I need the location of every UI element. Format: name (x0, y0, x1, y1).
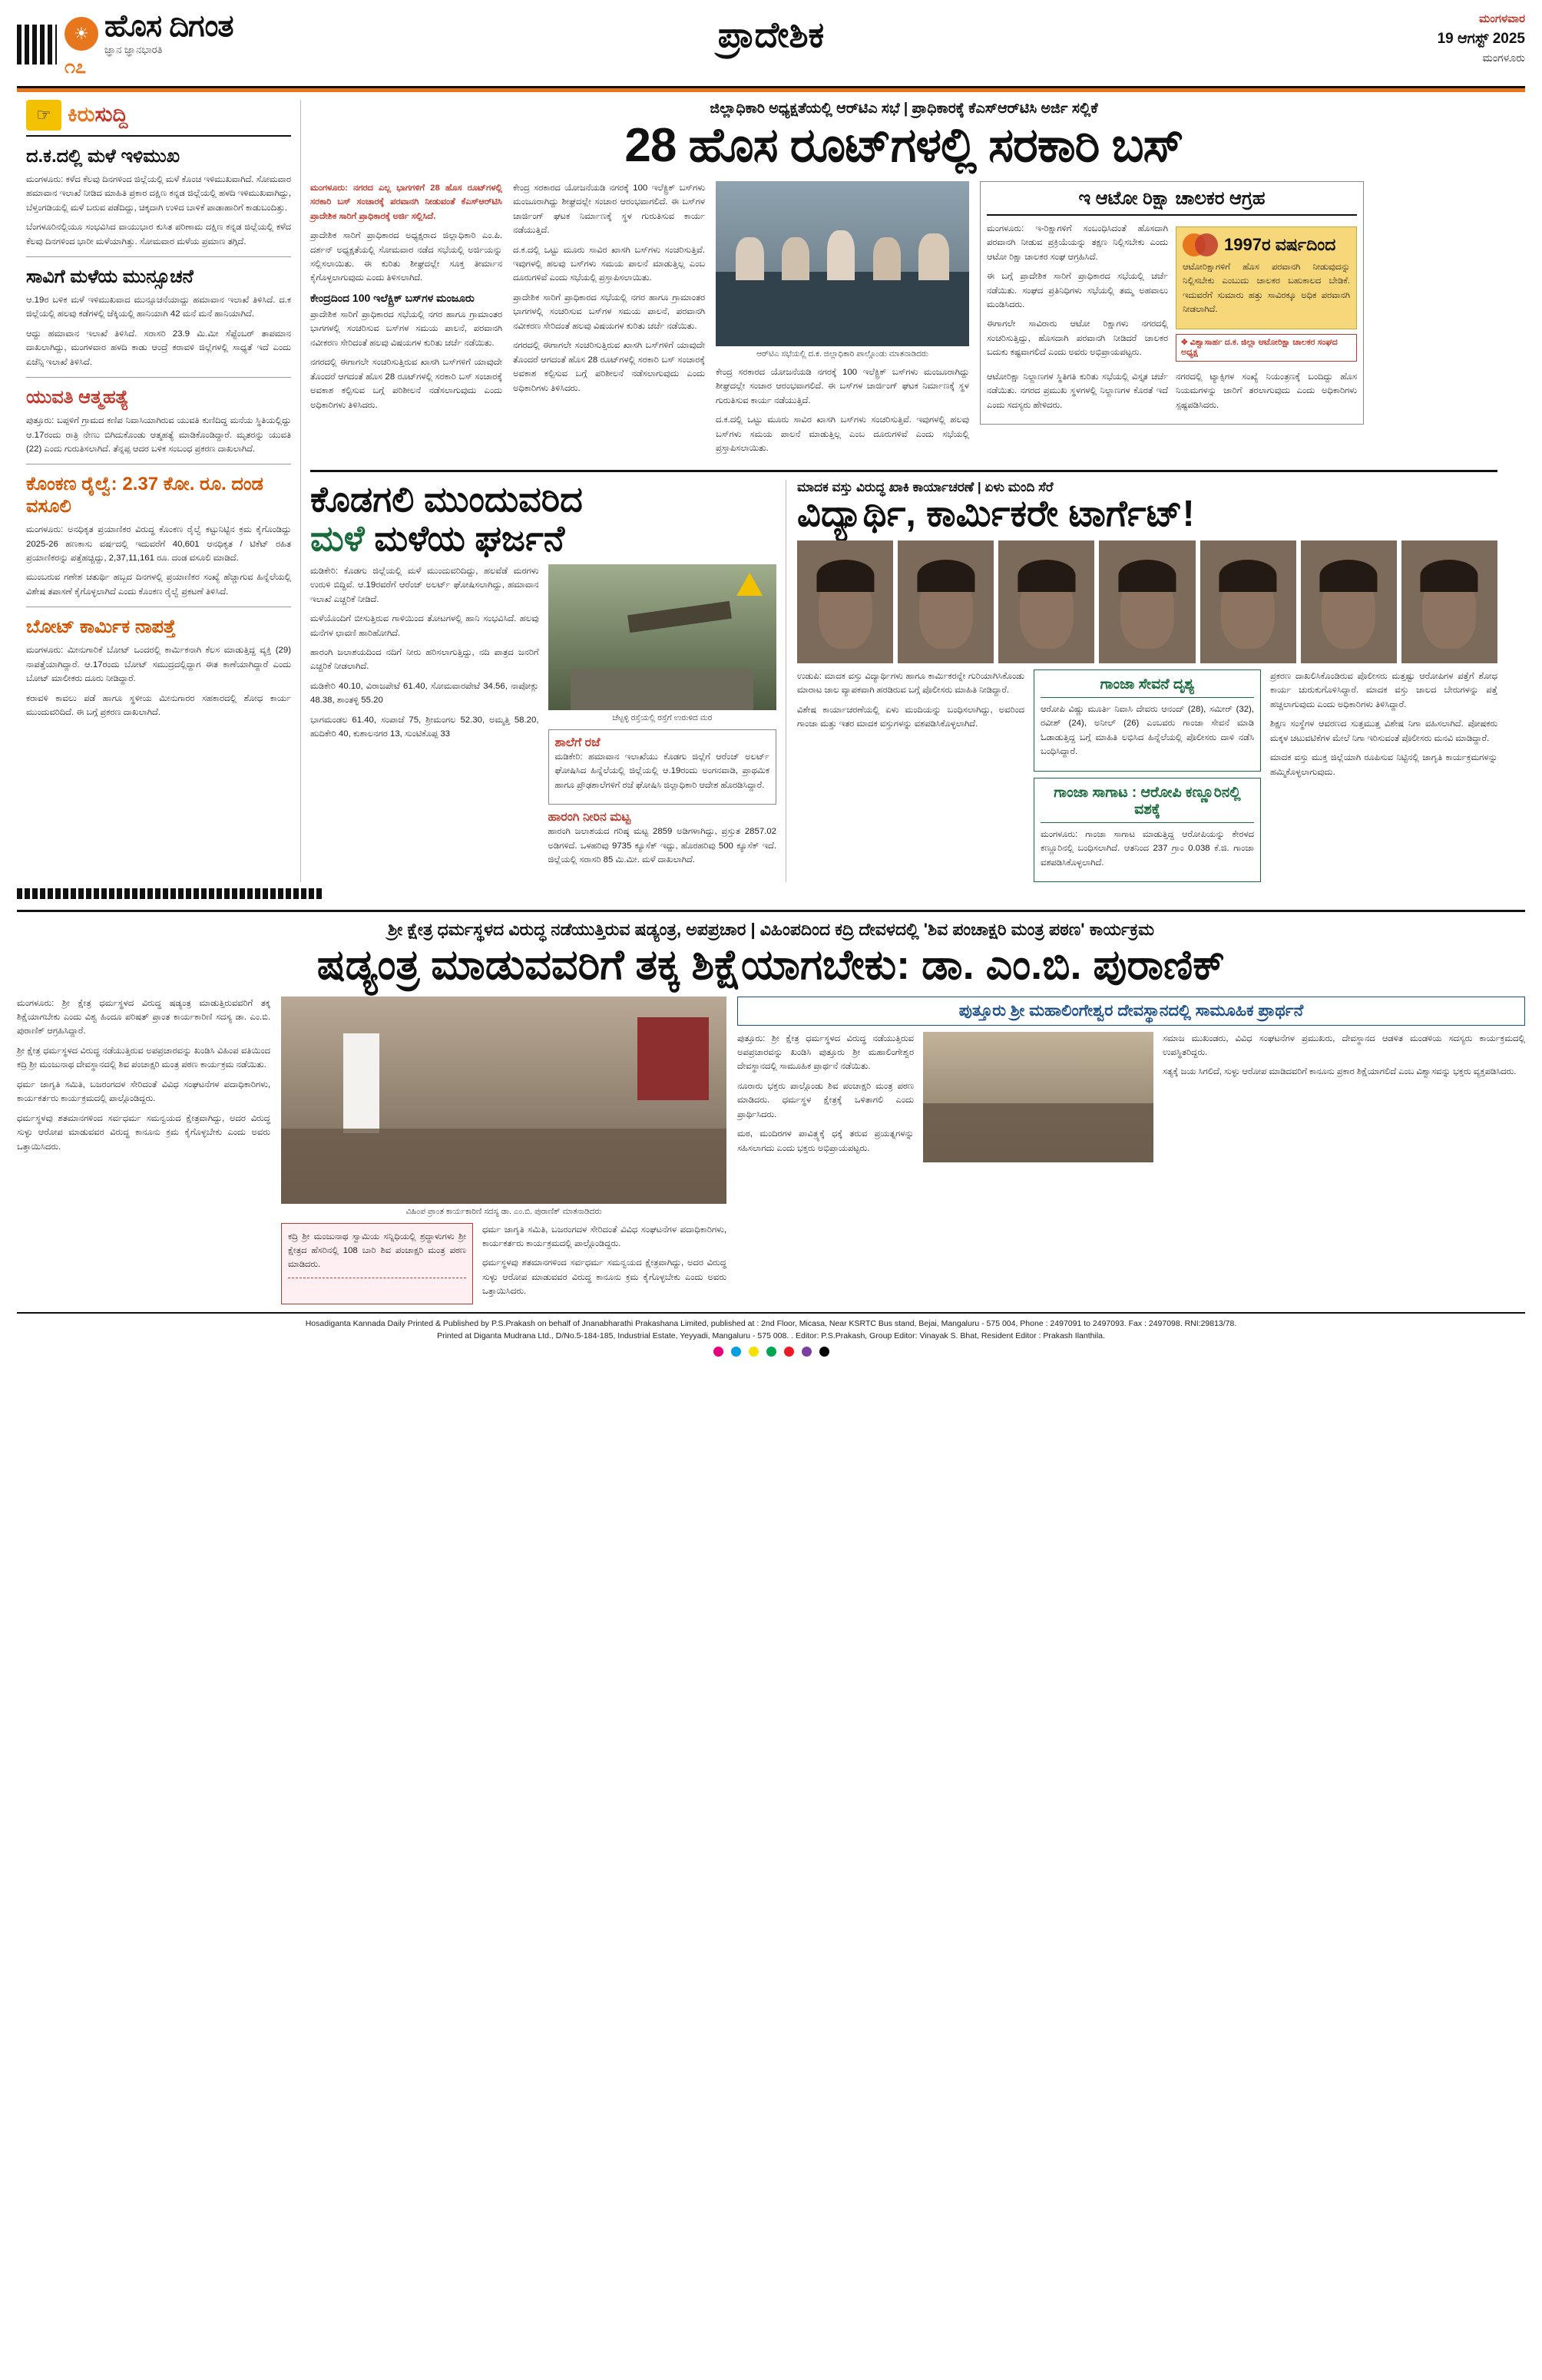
auto-paragraph: ಈಗಾಗಲೇ ಸಾವಿರಾರು ಆಟೋ ರಿಕ್ಷಾಗಳು ನಗರದಲ್ಲಿ ಸಂಚರಿಸುತ್ತಿದ್ದು, ಹೊಸದಾಗಿ ಪರವಾನಗಿ ನೀಡಿದರೆ ಚಾಲಕರ ಬದುಕು ಕಷ್ಟವಾಗಲಿದೆ ಎಂದು ಅವರು ಅಭಿಪ್ರಾಯಪಟ್ಟರು. (987, 319, 1168, 358)
auto-quote-attribution (1176, 334, 1357, 362)
photo-person (873, 237, 901, 280)
brief-item (26, 266, 291, 369)
lead-paragraph: ನಗರದಲ್ಲಿ ಈಗಾಗಲೇ ಸಂಚರಿಸುತ್ತಿರುವ ಖಾಸಗಿ ಬಸ್‌ಗಳಿಗೆ ಯಾವುದೇ ತೊಂದರೆ ಆಗದಂತೆ ಹೊಸ 28 ರೂಟ್‌ಗಳಲ್ಲಿ ಸರಕಾರಿ ಬಸ್ ಸಂಚಾರಕ್ಕೆ ಅವಕಾಶ ಕಲ್ಪಿಸುವ ಬಗ್ಗೆ ಪರಿಶೀಲನೆ ನಡೆಸಲಾಗುವುದು ಎಂದು ಅಧಿಕಾರಿಗಳು ತಿಳಿಸಿದರು. (310, 358, 502, 410)
lead-paragraph (310, 181, 502, 223)
puttur-paragraph: ಪುತ್ತೂರು: ಶ್ರೀ ಕ್ಷೇತ್ರ ಧರ್ಮಸ್ಥಳದ ವಿರುದ್ಧ ನಡೆಯುತ್ತಿರುವ ಅಪಪ್ರಚಾರವನ್ನು ಖಂಡಿಸಿ ಪುತ್ತೂರು ಶ್ರೀ ಮಹಾಲಿಂಗೇಶ್ವರ ದೇವಸ್ಥಾನದಲ್ಲಿ ಸಾಮೂಹಿಕ ಪ್ರಾರ್ಥನೆ ನಡೆಯಿತು. (737, 1033, 914, 1072)
brief-headline: ಕೊಂಕಣ ರೈಲ್ವೆ: 2.37 ಕೋ. ರೂ. ದಂಡ ವಸೂಲಿ (26, 474, 263, 517)
rain-readings: ಮಡಿಕೇರಿ 40.10, ವಿರಾಜಪೇಟೆ 61.40, ಸೋಮವಾರಪೇಟೆ 34.56, ನಾಪೋಕ್ಲು 48.38, ಶಾಂತಳ್ಳಿ 55.20 (310, 681, 539, 706)
drug-paragraph: ಶಿಕ್ಷಣ ಸಂಸ್ಥೆಗಳ ಆವರಣದ ಸುತ್ತಮುತ್ತ ವಿಶೇಷ ನಿಗಾ ವಹಿಸಲಾಗಿದೆ. ಪೋಷಕರು ಮಕ್ಕಳ ಚಟುವಟಿಕೆಗಳ ಮೇಲೆ ನಿಗಾ ಇರಿಸುವಂತೆ ಪೊಲೀಸರು ಮನವಿ ಮಾಡಿದ್ದಾರೆ. (1270, 719, 1497, 743)
bottom-pink-box (281, 1223, 473, 1304)
rain-headline-green: ಮಳೆ (310, 518, 365, 559)
brief-headline: ದ.ಕ.ದಲ್ಲಿ ಮಳೆ ಇಳಿಮುಖ (26, 146, 180, 167)
briefs-column (17, 100, 301, 882)
lead-paragraph: ಕೇಂದ್ರ ಸರಕಾರದ ಯೋಜನೆಯಡಿ ನಗರಕ್ಕೆ 100 ಇಲೆಕ್ಟ್ರಿಕ್ ಬಸ್‌ಗಳು ಮಂಜೂರಾಗಿದ್ದು ಶೀಘ್ರದಲ್ಲೇ ಸಂಚಾರ ಆರಂಭವಾಗಲಿದೆ. ಈ ಬಸ್‌ಗಳ ಚಾರ್ಜಿಂಗ್ ಘಟಕ ನಿರ್ಮಾಣಕ್ಕೆ ಸ್ಥಳ ಗುರುತಿಸುವ ಕಾರ್ಯ ನಡೆಯುತ್ತಿದೆ. (513, 183, 705, 236)
logo-mark-icon (17, 25, 57, 64)
ruler-strip (17, 888, 1525, 899)
briefs-title-part-a: ಕಿರು (68, 103, 95, 126)
brief-headline: ಯುವತಿ ಆತ್ಮಹತ್ಯೆ (26, 387, 129, 408)
photo-speaker (343, 1033, 379, 1133)
bottom-paragraph: ಮಂಗಳೂರು: ಶ್ರೀ ಕ್ಷೇತ್ರ ಧರ್ಮಸ್ಥಳದ ವಿರುದ್ಧ ಷಡ್ಯಂತ್ರ ಮಾಡುತ್ತಿರುವವರಿಗೆ ತಕ್ಕ ಶಿಕ್ಷೆಯಾಗಬೇಕು ಎಂದು ವಿಶ್ವ ಹಿಂದೂ ಪರಿಷತ್ ಪ್ರಾಂತ ಕಾರ್ಯಕಾರಿಣಿ ಸದಸ್ಯ ಡಾ. ಎಂ.ಬಿ. ಪುರಾಣಿಕ್ ಆಗ್ರಹಿಸಿದ್ದಾರೆ. (17, 998, 270, 1036)
lead-photo-caption: ಆರ್‌ಟಿಎ ಸಭೆಯಲ್ಲಿ ದ.ಕ. ಜಿಲ್ಲಾಧಿಕಾರಿ ಪಾಲ್ಗೊಂಡು ಮಾತನಾಡಿದರು (756, 349, 928, 359)
drug-kicker: ಮಾದಕ ವಸ್ತು ವಿರುದ್ಧ ಖಾಕಿ ಕಾರ್ಯಾಚರಣೆ | ಏಳು ಮಂದಿ ಸೆರೆ (797, 480, 1054, 495)
footer-line-1: Hosadiganta Kannada Daily Printed & Published by P.S.Prakash on behalf of Jnanabharathi Prakashana Limited, published at : 2nd Floor, Micasa, Near KSRTC Bus stand, Bejai, Mangaluru - 575 004, Phone : 2497091 to 2497093. Fax : 2497098. RNI:29813/78. (305, 1318, 1237, 1328)
drug-paragraph: ವಿಶೇಷ ಕಾರ್ಯಾಚರಣೆಯಲ್ಲಿ ಏಳು ಮಂದಿಯನ್ನು ಬಂಧಿಸಲಾಗಿದ್ದು, ಅವರಿಂದ ಗಾಂಜಾ ಮತ್ತು ಇತರ ಮಾದಕ ವಸ್ತುಗಳನ್ನು ವಶಪಡಿಸಿಕೊಳ್ಳಲಾಗಿದೆ. (797, 705, 1024, 729)
lead-paragraph: ನಗರದಲ್ಲಿ ಈಗಾಗಲೇ ಸಂಚರಿಸುತ್ತಿರುವ ಖಾಸಗಿ ಬಸ್‌ಗಳಿಗೆ ಯಾವುದೇ ತೊಂದರೆ ಆಗದಂತೆ ಹೊಸ 28 ರೂಟ್‌ಗಳಲ್ಲಿ ಸರಕಾರಿ ಬಸ್ ಸಂಚಾರಕ್ಕೆ ಅವಕಾಶ ಕಲ್ಪಿಸುವ ಬಗ್ಗೆ ಪರಿಶೀಲನೆ ನಡೆಸಲಾಗುವುದು ಎಂದು ಅಧಿಕಾರಿಗಳು ತಿಳಿಸಿದರು. (513, 341, 705, 393)
puttur-photo-col (923, 1032, 1153, 1162)
drug-green-col (1034, 669, 1261, 882)
divider (26, 256, 291, 257)
briefs-header (26, 100, 291, 137)
bottom-body (17, 997, 1525, 1304)
mugshot (1099, 540, 1195, 663)
photo-table (716, 272, 969, 346)
brief-paragraph: ಮಂಗಳೂರು: ಅನಧಿಕೃತ ಪ್ರಯಾಣಿಕರ ವಿರುದ್ಧ ಕೊಂಕಣ ರೈಲ್ವೆ ಕಟ್ಟುನಿಟ್ಟಿನ ಕ್ರಮ ಕೈಗೊಂಡಿದ್ದು 2025-26 ಹಣಕಾಸು ವರ್ಷದಲ್ಲಿ ಇದುವರೆಗೆ 40,601 ಆನಧಿಕೃತ / ಟಿಕೆಟ್ ರಹಿತ ಪ್ರಯಾಣಿಕರನ್ನು ಪತ್ತೆಹಚ್ಚಿದ್ದು, 2,37,11,161 ರೂ. ದಂಡ ವಸೂಲಿ ಮಾಡಿದೆ. (26, 525, 291, 564)
photo-crowd (923, 1103, 1153, 1162)
puttur-box-title: ಪುತ್ತೂರು ಶ್ರೀ ಮಹಾಲಿಂಗೇಶ್ವರ ದೇವಸ್ಥಾನದಲ್ಲಿ ಸಾಮೂಹಿಕ ಪ್ರಾರ್ಥನೆ (737, 997, 1525, 1026)
lead-paragraph: ಪ್ರಾದೇಶಿಕ ಸಾರಿಗೆ ಪ್ರಾಧಿಕಾರದ ಸಭೆಯಲ್ಲಿ ನಗರ ಹಾಗೂ ಗ್ರಾಮಾಂತರ ಭಾಗಗಳಲ್ಲಿ ಸಂಚರಿಸುವ ಬಸ್‌ಗಳ ಸಮಯ ಪಾಲನೆ, ಪರವಾನಗಿ ನವೀಕರಣ ಸೇರಿದಂತೆ ಹಲವು ವಿಷಯಗಳ ಕುರಿತು ಚರ್ಚೆ ನಡೆಯಿತು. (310, 309, 502, 348)
lead-subhead: ಕೇಂದ್ರದಿಂದ 100 ಇಲೆಕ್ಟ್ರಿಕ್ ಬಸ್‌ಗಳ ಮಂಜೂರು (310, 291, 475, 304)
drug-headline: ವಿದ್ಯಾರ್ಥಿ, ಕಾರ್ಮಿಕರೇ ಟಾರ್ಗೆಟ್! (797, 494, 1195, 535)
drug-right-col (1270, 669, 1497, 882)
lead-kicker: ಜಿಲ್ಲಾಧಿಕಾರಿ ಅಧ್ಯಕ್ಷತೆಯಲ್ಲಿ ಆರ್‌ಟಿಎ ಸಭೆ | ಪ್ರಾಧಿಕಾರಕ್ಕೆ ಕೆಎಸ್‌ಆರ್‌ಟಿಸಿ ಅರ್ಜಿ ಸಲ್ಲಿಕೆ (710, 101, 1098, 117)
lead-text-col-1 (310, 181, 502, 461)
page-body (17, 100, 1525, 882)
brief-paragraph: ಆ.19ರ ಬಳಿಕ ಮಳೆ ಇಳಿಮುಖವಾದ ಮುನ್ಸೂಚನೆಯಾದ್ದು ಹಮಾವಾನ ಇಲಾಖೆ ತಿಳಿಸಿದೆ. ದ.ಕ ಜಿಲ್ಲೆಯಲ್ಲಿ ಹಲವು ಕಡೆಗಳಲ್ಲಿ ಜೆಕ್ಕಿಯಲ್ಲಿ ಹಾನಿಯಾಗಿ 42 ಮನೆ ಮನೆ ಹಾನಿಯಾಗಿದೆ. (26, 295, 291, 319)
auto-box-frame (980, 181, 1364, 425)
bottom-headline: ಷಡ್ಯಂತ್ರ ಮಾಡುವವರಿಗೆ ತಕ್ಕ ಶಿಕ್ಷೆಯಾಗಬೇಕು: ಡಾ. ಎಂ.ಬಿ. ಪುರಾಣಿಕ್ (316, 942, 1226, 989)
auto-paragraph: ನಗರದಲ್ಲಿ ಟ್ಯಾಕ್ಸಿಗಳ ಸಂಖ್ಯೆ ನಿಯಂತ್ರಣಕ್ಕೆ ಬಂದಿದ್ದು ಹೊಸ ನಿಯಮಗಳನ್ನು ಜಾರಿಗೆ ತರಲಾಗುವುದು ಎಂದು ಅಧಿಕಾರಿಗಳು ಸ್ಪಷ್ಟಪಡಿಸಿದರು. (1176, 372, 1357, 410)
bottom-col-1 (17, 997, 270, 1304)
lead-paragraph: ಪ್ರಾದೇಶಿಕ ಸಾರಿಗೆ ಪ್ರಾಧಿಕಾರದ ಅಧ್ಯಕ್ಷರಾದ ಜಿಲ್ಲಾಧಿಕಾರಿ ಎಂ.ಪಿ. ದರ್ಶನ್ ಅಧ್ಯಕ್ಷತೆಯಲ್ಲಿ ಸೋಮವಾರ ನಡೆದ ಸಭೆಯಲ್ಲಿ ಅರ್ಜಿಯನ್ನು ಸಲ್ಲಿಸಲಾಯಿತು. ಈ ಕುರಿತು ಶೀಘ್ರದಲ್ಲೇ ಸೂಕ್ತ ತೀರ್ಮಾನ ಕೈಗೊಳ್ಳಲಾಗುವುದು ಎಂದು ತಿಳಿಸಲಾಗಿದೆ. (310, 231, 502, 283)
photo-person (918, 233, 949, 279)
auto-year: 1997ರ ವರ್ಷದಿಂದ (1224, 234, 1336, 254)
brand-circles-icon (1183, 233, 1218, 256)
second-section (310, 470, 1497, 472)
lead-body (310, 181, 1497, 461)
photo-person (827, 230, 855, 280)
edition-city: ಮಂಗಳೂರು (1482, 51, 1525, 64)
publication-logo (17, 11, 233, 78)
mugshot (1200, 540, 1296, 663)
rain-headline-2 (310, 519, 776, 558)
mugshot (898, 540, 994, 663)
masthead-date-block (1438, 11, 1525, 66)
drug-paragraph: ಪ್ರಕರಣ ದಾಖಲಿಸಿಕೊಂಡಿರುವ ಪೊಲೀಸರು ಮತ್ತಷ್ಟು ಆರೋಪಿಗಳ ಪತ್ತೆಗೆ ಶೋಧ ಕಾರ್ಯ ಚುರುಕುಗೊಳಿಸಿದ್ದಾರೆ. ಮಾದಕ ವಸ್ತು ಜಾಲದ ಬೇರುಗಳನ್ನು ಪತ್ತೆ ಹಚ್ಚಲಾಗುವುದು ಎಂದು ಅಧಿಕಾರಿಗಳು ತಿಳಿಸಿದ್ದಾರೆ. (1270, 671, 1497, 709)
briefs-title (68, 103, 127, 127)
bottom-paragraph: ಸಮಾಜ ಮುಖಂಡರು, ವಿವಿಧ ಸಂಘಟನೆಗಳ ಪ್ರಮುಖರು, ದೇವಸ್ಥಾನದ ಆಡಳಿತ ಮಂಡಳಿಯ ಸದಸ್ಯರು ಕಾರ್ಯಕ್ರಮದಲ್ಲಿ ಉಪಸ್ಥಿತರಿದ್ದರು. (1163, 1033, 1525, 1057)
lead-story (310, 100, 1497, 461)
weekday: ಮಂಗಳವಾರ (1478, 12, 1525, 25)
mugshot-row (797, 540, 1497, 663)
lead-text-col-2 (513, 181, 705, 461)
ganja-box (1034, 669, 1261, 772)
brief-headline: ಸಾವಿಗೆ ಮಳೆಯ ಮುನ್ಸೂಚನೆ (26, 266, 194, 288)
mugshot (1401, 540, 1497, 663)
pointing-hand-icon: ☞ (26, 100, 61, 131)
rain-story (310, 480, 786, 882)
lead-paragraph: ದ.ಕ.ದಲ್ಲಿ ಒಟ್ಟು ಮೂರು ಸಾವಿರ ಖಾಸಗಿ ಬಸ್‌ಗಳು ಸಂಚರಿಸುತ್ತಿವೆ. ಇವುಗಳಲ್ಲಿ ಹಲವು ಬಸ್‌ಗಳು ಸಮಯ ಪಾಲನೆ ಮಾಡುತ್ತಿಲ್ಲ ಎಂಬ ದೂರುಗಳಿವೆ ಎಂದು ಸಭೆಯಲ್ಲಿ ಪ್ರಸ್ತಾಪಿಸಲಾಯಿತು. (716, 415, 969, 453)
bottom-paragraph: ಸತ್ಯಕ್ಕೆ ಜಯ ಸಿಗಲಿದೆ, ಸುಳ್ಳು ಆರೋಪ ಮಾಡಿದವರಿಗೆ ಕಾನೂನು ಪ್ರಕಾರ ಶಿಕ್ಷೆಯಾಗಲಿದೆ ಎಂಬ ವಿಶ್ವಾಸವನ್ನು ಭಕ್ತರು ವ್ಯಕ್ತಪಡಿಸಿದರು. (1163, 1067, 1517, 1077)
bottom-paragraph: ಧರ್ಮಸ್ಥಳವು ಶತಮಾನಗಳಿಂದ ಸರ್ವಧರ್ಮ ಸಮನ್ವಯದ ಕ್ಷೇತ್ರವಾಗಿದ್ದು, ಅದರ ವಿರುದ್ಧ ಸುಳ್ಳು ಆರೋಪ ಮಾಡುವವರ ವಿರುದ್ಧ ಕಾನೂನು ಕ್ರಮ ಕೈಗೊಳ್ಳಬೇಕು ಎಂದು ಅವರು ಒತ್ತಾಯಿಸಿದರು. (482, 1258, 726, 1297)
page-footer (17, 1312, 1525, 1357)
brief-paragraph: ಕರಾವಳಿ ಕಾವಲು ಪಡೆ ಹಾಗೂ ಸ್ಥಳೀಯ ಮೀನುಗಾರರ ಸಹಕಾರದಲ್ಲಿ ಶೋಧ ಕಾರ್ಯ ಮುಂದುವರಿದಿದೆ. ಈ ಬಗ್ಗೆ ಪ್ರಕರಣ ದಾಖಲಾಗಿದೆ. (26, 693, 291, 718)
brief-paragraph: ಮಂಗಳೂರು: ಮೀನುಗಾರಿಕೆ ಬೋಟ್ ಒಂದರಲ್ಲಿ ಕಾರ್ಮಿಕನಾಗಿ ಕೆಲಸ ಮಾಡುತ್ತಿದ್ದ ವ್ಯಕ್ತಿ (29) ನಾಪತ್ತೆಯಾಗಿದ್ದಾರೆ. ಆ.17ರಂದು ಬೋಟ್ ಸಮುದ್ರದಲ್ಲಿದ್ದಾಗ ಈತ ಕಾಣೆಯಾಗಿದ್ದಾರೆ ಎಂದು ಬೋಟ್ ಮಾಲೀಕರು ದೂರು ನೀಡಿದ್ದಾರೆ. (26, 646, 291, 684)
brief-paragraph: ಮುಂಬರುವ ಗಣೇಶ ಚತುರ್ಥಿ ಹಬ್ಬದ ದಿನಗಳಲ್ಲಿ ಪ್ರಯಾಣಿಕರ ಸಂಖ್ಯೆ ಹೆಚ್ಚಾಗುವ ಹಿನ್ನೆಲೆಯಲ್ಲಿ ವಿಶೇಷ ತಪಾಸಣೆ ಕೈಗೊಳ್ಳಲಾಗಿದೆ ಎಂದು ಕೊಂಕಣ ರೈಲ್ವೆ ಪ್ರಕಟಣೆ ತಿಳಿಸಿದೆ. (26, 573, 291, 597)
rain-paragraph: ಮಳೆಯೊಂದಿಗೆ ಬೀಸುತ್ತಿರುವ ಗಾಳಿಯಿಂದ ತೋಟಗಳಲ್ಲಿ ಹಾನಿ ಸಂಭವಿಸಿದೆ. ಹಲವು ಮನೆಗಳ ಛಾವಣಿ ಹಾರಿಹೋಗಿದೆ. (310, 614, 539, 638)
drug-paragraph: ಮಾದಕ ವಸ್ತು ಮುಕ್ತ ಜಿಲ್ಲೆಯಾಗಿ ರೂಪಿಸುವ ನಿಟ್ಟಿನಲ್ಲಿ ಜಾಗೃತಿ ಕಾರ್ಯಕ್ರಮಗಳನ್ನು ಹಮ್ಮಿಕೊಳ್ಳಲಾಗುವುದು. (1270, 753, 1497, 777)
second-section-body (310, 480, 1497, 882)
lead-headline: 28 ಹೊಸ ರೂಟ್‌ಗಳಲ್ಲಿ ಸರಕಾರಿ ಬಸ್ (624, 118, 1183, 172)
bottom-right-col (1163, 1032, 1525, 1162)
quote-icon: ❖ (1181, 337, 1188, 347)
lead-paragraph: ಕೇಂದ್ರ ಸರಕಾರದ ಯೋಜನೆಯಡಿ ನಗರಕ್ಕೆ 100 ಇಲೆಕ್ಟ್ರಿಕ್ ಬಸ್‌ಗಳು ಮಂಜೂರಾಗಿದ್ದು ಶೀಘ್ರದಲ್ಲೇ ಸಂಚಾರ ಆರಂಭವಾಗಲಿದೆ. ಈ ಬಸ್‌ಗಳ ಚಾರ್ಜಿಂಗ್ ಘಟಕ ನಿರ್ಮಾಣಕ್ಕೆ ಸ್ಥಳ ಗುರುತಿಸುವ ಕಾರ್ಯ ನಡೆಯುತ್ತಿದೆ. (716, 367, 969, 405)
ganja-box-text: ಆರೋಪಿ ವಿಷ್ಣು ಮೂರ್ತಿ ನಿವಾಸಿ ದೇವರು ಆನಂದ್ (28), ಸಮೀರ್ (32), ರವೀಶ್ (24), ಅನೀಲ್ (26) ಎಂಬವರು ಗಾಂಜಾ ಸೇವನೆ ಮಾಡಿ ಓಡಾಡುತ್ತಿದ್ದ ಬಗ್ಗೆ ಮಾಹಿತಿ ಲಭಿಸಿದ ಹಿನ್ನೆಲೆಯಲ್ಲಿ ಪೊಲೀಸರು ದಾಳಿ ನಡೆಸಿ ಬಂಧಿಸಿದ್ದಾರೆ. (1041, 704, 1254, 757)
puttur-paragraph: ಮಠ, ಮಂದಿರಗಳ ಪಾವಿತ್ರ್ಯಕ್ಕೆ ಧಕ್ಕೆ ತರುವ ಪ್ರಯತ್ನಗಳನ್ನು ಸಹಿಸಲಾಗದು ಎಂದು ಭಕ್ತರು ಅಭಿಪ್ರಾಯಪಟ್ಟರು. (737, 1129, 914, 1153)
page-title: ಪ್ರಾದೇಶಿಕ (717, 15, 825, 55)
bottom-photo (281, 997, 726, 1204)
mugshot (998, 540, 1094, 663)
rain-paragraph: ಹಾರಂಗಿ ಜಲಾಶಯದಿಂದ ನದಿಗೆ ನೀರು ಹರಿಸಲಾಗುತ್ತಿದ್ದು, ನದಿ ಪಾತ್ರದ ಜನರಿಗೆ ಎಚ್ಚರಿಕೆ ನೀಡಲಾಗಿದೆ. (310, 647, 539, 672)
bottom-blue-col (737, 997, 1525, 1304)
publication-subtitle: ಜ್ಞಾನ ಜ್ಞಾನಭಾರತಿ (104, 44, 163, 55)
brief-headline: ಬೋಟ್ ಕಾರ್ಮಿಕ ನಾಪತ್ತೆ (26, 616, 176, 638)
mugshot (797, 540, 893, 663)
brief-item (26, 146, 291, 249)
rain-headline-1: ಕೊಡಗಲಿ ಮುಂದುವರಿದ (310, 479, 583, 520)
auto-rickshaw-box (980, 181, 1364, 461)
puttur-text-col (737, 1032, 914, 1162)
school-box-title: ಶಾಲೆಗೆ ರಜೆ (554, 735, 601, 749)
bottom-paragraph: ಶ್ರೀ ಕ್ಷೇತ್ರ ಧರ್ಮಸ್ಥಳದ ವಿರುದ್ಧ ನಡೆಯುತ್ತಿರುವ ಅಪಪ್ರಚಾರವನ್ನು ಖಂಡಿಸಿ ವಿಹಿಂಪ ವತಿಯಿಂದ ಕದ್ರಿ ಶ್ರೀ ಮಂಜುನಾಥ ದೇವಸ್ಥಾನದಲ್ಲಿ ಶಿವ ಪಂಚಾಕ್ಷರಿ ಮಂತ್ರ ಪಠಣ ಕಾರ್ಯಕ್ರಮ ನಡೆಯಿತು. (17, 1046, 270, 1070)
photo-road (571, 669, 753, 709)
bottom-photo-col (281, 997, 726, 1304)
brief-item (26, 474, 291, 599)
auto-highlight-text: ಆಟೋರಿಕ್ಷಾಗಳಿಗೆ ಹೊಸ ಪರವಾನಗಿ ನೀಡುವುದನ್ನು ನಿಲ್ಲಿಸಬೇಕು ಎಂಬುದು ಚಾಲಕರ ಬಹುಕಾಲದ ಬೇಡಿಕೆ. ಇದುವರೆಗೆ ಸುಮಾರು ಹತ್ತು ಸಾವಿರಕ್ಕೂ ಅಧಿಕ ಪರವಾನಗಿ ನೀಡಲಾಗಿದೆ. (1183, 262, 1350, 315)
photo-banner (637, 1017, 709, 1100)
ganja-transport-title: ಗಾಂಜಾ ಸಾಗಾಟ : ಆರೋಪಿ ಕಣ್ಣೂರಿನಲ್ಲಿ ವಶಕ್ಕೆ (1041, 785, 1254, 823)
drug-text-col (797, 669, 1024, 882)
puttur-photo (923, 1032, 1153, 1162)
dateline: ಮಂಗಳೂರು: ನಗರದ ಎಲ್ಲ ಭಾಗಗಳಿಗೆ 28 ಹೊಸ ರೂಟ್‌ಗಳಲ್ಲಿ ಸರಕಾರಿ ಬಸ್ ಸಂಚಾರಕ್ಕೆ ಪರವಾನಗಿ ನೀಡುವಂತೆ ಕೆಎಸ್‌ಆರ್‌ಟಿಸಿ ಪ್ರಾದೇಶಿಕ ಸಾರಿಗೆ ಪ್ರಾಧಿಕಾರಕ್ಕೆ ಅರ್ಜಿ ಸಲ್ಲಿಸಿದೆ. (310, 183, 502, 221)
brief-item (26, 616, 291, 719)
bottom-story (17, 910, 1525, 1304)
attribution-text: ವಿಶ್ವಾಸಾರ್ಹ ದ.ಕ. ಜಿಲ್ಲಾ ಆಟೋರಿಕ್ಷಾ ಚಾಲಕರ ಸಂಘದ ಅಧ್ಯಕ್ಷ (1181, 337, 1338, 357)
bottom-paragraph: ಧರ್ಮ ಜಾಗೃತಿ ಸಮಿತಿ, ಬಜರಂಗದಳ ಸೇರಿದಂತೆ ವಿವಿಧ ಸಂಘಟನೆಗಳ ಪದಾಧಿಕಾರಿಗಳು, ಕಾರ್ಯಕರ್ತರು ಕಾರ್ಯಕ್ರಮದಲ್ಲಿ ಪಾಲ್ಗೊಂಡಿದ್ದರು. (17, 1079, 270, 1104)
publication-title: ಹೊಸ ದಿಗಂತ (104, 9, 233, 43)
bottom-kicker: ಶ್ರೀ ಕ್ಷೇತ್ರ ಧರ್ಮಸ್ಥಳದ ವಿರುದ್ಧ ನಡೆಯುತ್ತಿರುವ ಷಡ್ಯಂತ್ರ, ಅಪಪ್ರಚಾರ | ವಿಹಿಂಪದಿಂದ ಕದ್ರಿ ದೇವಳದಲ್ಲಿ 'ಶಿವ ಪಂಚಾಕ್ಷರಿ ಮಂತ್ರ ಪಠಣ' ಕಾರ್ಯಕ್ರಮ (387, 920, 1155, 940)
brief-paragraph: ಬೆಂಗಳೂರಿನಲ್ಲಿಯೂ ಸಂಭವಿಸಿದ ವಾಯುಭಾರ ಕುಸಿತ ಪರಿಣಾಮ ದಕ್ಷಿಣ ಕನ್ನಡ ಜಿಲ್ಲೆಯಲ್ಲಿ ಕಳೆದ ಕೆಲವು ದಿನಗಳಿಂದ ಭಾರೀ ಮಳೆಯಾಗಿತ್ತು. ಸೋಮವಾರ ಮಳೆಯ ಪ್ರಮಾಣ ತಗ್ಗಿದೆ. (26, 223, 291, 246)
rain-photo-caption: ಚೆಟ್ಟಳ್ಳಿ ರಸ್ತೆಯಲ್ಲಿ ರಸ್ತೆಗೆ ಉರುಳಿದ ಮರ (612, 712, 713, 722)
color-registration-marks (17, 1347, 1525, 1357)
auto-highlight-box (1176, 226, 1357, 329)
rain-paragraph: ಮಡಿಕೇರಿ: ಕೊಡಗು ಜಿಲ್ಲೆಯಲ್ಲಿ ಮಳೆ ಮುಂದುವರಿದಿದ್ದು, ಹಲವೆಡೆ ಮರಗಳು ಉರುಳಿ ಬಿದ್ದಿವೆ. ಆ.19ರವರೆಗೆ ಆರೆಂಜ್ ಅಲರ್ಟ್ ಘೋಷಿಸಲಾಗಿದ್ದು, ಹಮಾವಾನ ಇಲಾಖೆ ಎಚ್ಚರಿಕೆ ನೀಡಿದೆ. (310, 566, 539, 604)
bottom-photo-caption: ವಿಹಿಂಪ ಪ್ರಾಂತ ಕಾರ್ಯಕಾರಿಣಿ ಸದಸ್ಯ ಡಾ. ಎಂ.ಬಿ. ಪುರಾಣಿಕ್ ಮಾತನಾಡಿದರು (405, 1206, 602, 1216)
auto-paragraph: ಆಟೋರಿಕ್ಷಾ ನಿಲ್ದಾಣಗಳ ಸ್ಥಿತಿಗತಿ ಕುರಿತು ಸಭೆಯಲ್ಲಿ ವಿಸ್ತೃತ ಚರ್ಚೆ ನಡೆಯಿತು. ನಗರದ ಪ್ರಮುಖ ಸ್ಥಳಗಳಲ್ಲಿ ನಿಲ್ದಾಣಗಳ ಕೊರತೆ ಇದೆ ಎಂದು ಸದಸ್ಯರು ಹೇಳಿದರು. (987, 372, 1168, 410)
photo-person (736, 237, 763, 280)
bottom-paragraph: ಧರ್ಮ ಜಾಗೃತಿ ಸಮಿತಿ, ಬಜರಂಗದಳ ಸೇರಿದಂತೆ ವಿವಿಧ ಸಂಘಟನೆಗಳ ಪದಾಧಿಕಾರಿಗಳು, ಕಾರ್ಯಕರ್ತರು ಕಾರ್ಯಕ್ರಮದಲ್ಲಿ ಪಾಲ್ಗೊಂಡಿದ್ದರು. (482, 1225, 726, 1248)
brief-paragraph: ಆದ್ದು ಹಮಾವಾನ ಇಲಾಖೆ ತಿಳಿಸಿದೆ. ಸರಾಸರಿ 23.9 ಮಿ.ಮೀ ಸೆಪ್ಟೆಂಬರ್ ತಾಪಮಾನ ದಾಖಲಾಗಿದ್ದು, ಮಂಗಳವಾರ ಹಳದಿ ಕಾಡು ಆಂದ್ರೆ ಕರಾವಳಿ ಜಿಲ್ಲೆಗಳಲ್ಲಿ ಸಾಧ್ಯತೆ ಇದೆ ಎಂದು ಏಜೆನ್ಸಿ ಇಲಾಖೆ ತಿಳಿಸಿದೆ. (26, 329, 291, 367)
rain-headline-rest: ಮಳೆಯ ಘರ್ಜನೆ (374, 518, 565, 559)
photo-person (782, 237, 809, 280)
ganja-transport-box (1034, 778, 1261, 882)
ganja-transport-text: ಮಂಗಳೂರು: ಗಾಂಜಾ ಸಾಗಾಟ ಮಾಡುತ್ತಿದ್ದ ಆರೋಪಿಯನ್ನು ಕೇರಳದ ಕಣ್ಣೂರಿನಲ್ಲಿ ಬಂಧಿಸಲಾಗಿದೆ. ಆತನಿಂದ 237 ಗ್ರಾಂ 0.038 ಕೆ.ಜಿ. ಗಾಂಜಾ ವಶಪಡಿಸಿಕೊಳ್ಳಲಾಗಿದೆ. (1041, 829, 1254, 868)
reservoir-text: ಹಾರಂಗಿ ಜಲಾಶಯದ ಗರಿಷ್ಠ ಮಟ್ಟ 2859 ಅಡಿಗಳಾಗಿದ್ದು, ಪ್ರಸ್ತುತ 2857.02 ಅಡಿಗಳಿದೆ. ಒಳಹರಿವು 9735 ಕ್ಯೂಸೆಕ್ ಇದ್ದು, ಹೊರಹರಿವು 500 ಕ್ಯೂಸೆಕ್ ಇದೆ. ಜಿಲ್ಲೆಯಲ್ಲಿ ಸರಾಸರಿ 85 ಮಿ.ಮೀ. ಮಳೆ ದಾಖಲಾಗಿದೆ. (548, 827, 776, 864)
auto-paragraph: ಮಂಗಳೂರು: ಇ-ರಿಕ್ಷಾಗಳಿಗೆ ಸಂಬಂಧಿಸಿದಂತೆ ಹೊಸದಾಗಿ ಪರವಾನಗಿ ನೀಡುವ ಪ್ರಕ್ರಿಯೆಯನ್ನು ತಕ್ಷಣ ನಿಲ್ಲಿಸಬೇಕು ಎಂದು ಆಟೋ ರಿಕ್ಷಾ ಚಾಲಕರ ಸಂಘ ಆಗ್ರಹಿಸಿದೆ. (987, 223, 1168, 262)
logo-emblem-icon: ☀ (65, 17, 98, 51)
photo-crowd (281, 1129, 726, 1203)
issue-date: 19 ಆಗಸ್ಟ್ 2025 (1437, 30, 1525, 47)
lead-paragraph: ದ.ಕ.ದಲ್ಲಿ ಒಟ್ಟು ಮೂರು ಸಾವಿರ ಖಾಸಗಿ ಬಸ್‌ಗಳು ಸಂಚರಿಸುತ್ತಿವೆ. ಇವುಗಳಲ್ಲಿ ಹಲವು ಬಸ್‌ಗಳು ಸಮಯ ಪಾಲನೆ ಮಾಡುತ್ತಿಲ್ಲ ಎಂಬ ದೂರುಗಳಿವೆ ಎಂದು ಸಭೆಯಲ್ಲಿ ಪ್ರಸ್ತಾಪಿಸಲಾಯಿತು. (513, 245, 705, 283)
briefs-title-part-b: ಸುದ್ದಿ (94, 103, 128, 126)
masthead (17, 0, 1525, 88)
pink-box-text: ಕದ್ರಿ ಶ್ರೀ ಮಂಜುನಾಥ ಸ್ವಾಮಿಯ ಸನ್ನಿಧಿಯಲ್ಲಿ ಶ್ರದ್ಧಾಳುಗಳು ಶ್ರೀ ಕ್ಷೇತ್ರದ ಹೆಸರಿನಲ್ಲಿ 108 ಬಾರಿ ಶಿವ ಪಂಚಾಕ್ಷರಿ ಮಂತ್ರ ಪಠಣ ಮಾಡಿದರು. (288, 1231, 466, 1270)
masthead-rule (17, 88, 1525, 92)
lead-photo-col (716, 181, 969, 461)
section-title-wrap (718, 14, 824, 57)
puttur-paragraph: ನೂರಾರು ಭಕ್ತರು ಪಾಲ್ಗೊಂಡು ಶಿವ ಪಂಚಾಕ್ಷರಿ ಮಂತ್ರ ಪಠಣ ಮಾಡಿದರು. ಧರ್ಮಸ್ಥಳ ಕ್ಷೇತ್ರಕ್ಕೆ ಒಳಿತಾಗಲಿ ಎಂದು ಪ್ರಾರ್ಥಿಸಿದರು. (737, 1081, 914, 1119)
school-holiday-box (548, 729, 777, 805)
school-box-text: ಮಡಿಕೇರಿ: ಹಮಾವಾನ ಇಲಾಖೆಯು ಕೊಡಗು ಜಿಲ್ಲೆಗೆ ಆರೆಂಜ್ ಅಲರ್ಟ್ ಘೋಷಿಸಿದ ಹಿನ್ನೆಲೆಯಲ್ಲಿ ಜಿಲ್ಲೆಯಲ್ಲಿ ಆ.19ರಂದು ಅಂಗನವಾಡಿ, ಪ್ರಾಥಮಿಕ ಹಾಗೂ ಪ್ರೌಢಶಾಲೆಗಳಿಗೆ ರಜೆ ಘೋಷಿಸಿ ಜಿಲ್ಲಾಧಿಕಾರಿ ಆದೇಶ ಹೊರಡಿಸಿದ್ದಾರೆ. (554, 752, 769, 790)
lead-paragraph: ಪ್ರಾದೇಶಿಕ ಸಾರಿಗೆ ಪ್ರಾಧಿಕಾರದ ಸಭೆಯಲ್ಲಿ ನಗರ ಹಾಗೂ ಗ್ರಾಮಾಂತರ ಭಾಗಗಳಲ್ಲಿ ಸಂಚರಿಸುವ ಬಸ್‌ಗಳ ಸಮಯ ಪಾಲನೆ, ಪರವಾನಗಿ ನವೀಕರಣ ಸೇರಿದಂತೆ ಹಲವು ವಿಷಯಗಳ ಕುರಿತು ಚರ್ಚೆ ನಡೆಯಿತು. (513, 293, 705, 331)
lead-photo (716, 181, 969, 346)
ganja-box-title: ಗಾಂಜಾ ಸೇವನೆ ದೃಶ್ಯ (1041, 676, 1254, 698)
brief-paragraph: ಮಂಗಳೂರು: ಕಳೆದ ಕೆಲವು ದಿನಗಳಿಂದ ಜಿಲ್ಲೆಯಲ್ಲಿ ಮಳೆ ಕೊಂಚ ಇಳಿಮುಖವಾಗಿದೆ. ಸೋಮವಾರ ಹಮಾವಾನ ಇಲಾಖೆ ನೀಡಿದ ಮಾಹಿತಿ ಪ್ರಕಾರ ದಕ್ಷಿಣ ಕನ್ನಡ ಜಿಲ್ಲೆಯಲ್ಲಿ ಹಳದಿ ಇಳಿಮುಖವಾಗಿದ್ದು, ಬೆಳ್ತಂಗಡಿಯಲ್ಲಿ ಮಳೆ ಬರುವ ಪಡೆದಿದ್ದು, ಚಿಕ್ಕದಾಗಿ ಉಳಿದ ಬಾಳಿಕೆ ಪಾಡಾಹಾರಿಗೆ ಕಾಡುಬಂದಿತ್ತು. (26, 174, 291, 213)
rain-readings: ಭಾಗಮಂಡಲ 61.40, ಸಂಪಾಜೆ 75, ಶ್ರೀಮಂಗಲ 52.30, ಅಮ್ಮತ್ತಿ 58.20, ಹುದಿಕೇರಿ 40, ಕುಶಾಲನಗರ 13, ಸುಂಟಿಕೊಪ್ಪ 33 (310, 715, 539, 739)
bottom-paragraph: ಧರ್ಮಸ್ಥಳವು ಶತಮಾನಗಳಿಂದ ಸರ್ವಧರ್ಮ ಸಮನ್ವಯದ ಕ್ಷೇತ್ರವಾಗಿದ್ದು, ಅದರ ವಿರುದ್ಧ ಸುಳ್ಳು ಆರೋಪ ಮಾಡುವವರ ವಿರುದ್ಧ ಕಾನೂನು ಕ್ರಮ ಕೈಗೊಳ್ಳಬೇಕು ಎಂದು ಅವರು ಒತ್ತಾಯಿಸಿದರು. (17, 1113, 270, 1152)
auto-box-title: ಇ ಆಟೋ ರಿಕ್ಷಾ ಚಾಲಕರ ಆಗ್ರಹ (987, 188, 1357, 216)
rain-photo-col (548, 564, 777, 873)
drug-story (797, 480, 1497, 882)
brief-paragraph: ಪುತ್ತೂರು: ಬಪ್ಪಳಿಗೆ ಗ್ರಾಮದ ಕಣಿಪ ನಿವಾಸಿಯಾಗಿರುವ ಯುವತಿ ಕುಣಿದಿದ್ದ ಮನೆಯ ಸ್ಥಿತಿಯಲ್ಲಿದ್ದು ಆ.17ರಂದು ರಾತ್ರಿ ನೇಣು ಬಿಗಿದುಕೊಂಡು ಆತ್ಮಹತ್ಯೆ ಮಾಡಿಕೊಂಡಿದ್ದಾರೆ. ಮೃತರನ್ನು ಯುವತಿ (22) ಎಂದು ಗುರುತಿಸಲಾಗಿದೆ. ತೆನ್ನಪ್ಪ ಆದರ ಬಳಿಕ ಸಂಬಂಧ ಪ್ರಕರಣ ದಾಖಲಾಗಿದೆ. (26, 416, 291, 455)
reservoir-title: ಹಾರಂಗಿ ನೀರಿನ ಮಟ್ಟ (548, 811, 631, 825)
rain-text-col (310, 564, 539, 873)
divider (26, 377, 291, 378)
auto-paragraph: ಈ ಬಗ್ಗೆ ಪ್ರಾದೇಶಿಕ ಸಾರಿಗೆ ಪ್ರಾಧಿಕಾರದ ಸಭೆಯಲ್ಲಿ ಚರ್ಚೆ ನಡೆಯಿತು. ಸಂಘದ ಪ್ರತಿನಿಧಿಗಳು ಸಭೆಯಲ್ಲಿ ತಮ್ಮ ಅಹವಾಲು ಮಂಡಿಸಿದರು. (987, 272, 1168, 309)
brief-item (26, 387, 291, 456)
mugshot (1301, 540, 1397, 663)
rain-photo (548, 564, 777, 710)
page-number: ೧೭ (65, 56, 87, 78)
footer-line-2: Printed at Diganta Mudrana Ltd., D/No.5-184-185, Industrial Estate, Yeyyadi, Mangaluru - 575 008. . Editor: P.S.Prakash, Group Editor: Vinayak S. Bhat, Resident Editor : Prakash Ilanthila. (437, 1330, 1105, 1340)
main-column (301, 100, 1507, 882)
drug-paragraph: ಉಡುಪಿ: ಮಾದಕ ವಸ್ತು ವಿದ್ಯಾರ್ಥಿಗಳು ಹಾಗೂ ಕಾರ್ಮಿಕರನ್ನೇ ಗುರಿಯಾಗಿಸಿಕೊಂಡು ಮಾರಾಟ ಜಾಲ ವ್ಯಾಪಕವಾಗಿ ಹರಡಿರುವ ಬಗ್ಗೆ ಪೊಲೀಸರು ಮಾಹಿತಿ ನೀಡಿದ್ದಾರೆ. (797, 671, 1024, 696)
